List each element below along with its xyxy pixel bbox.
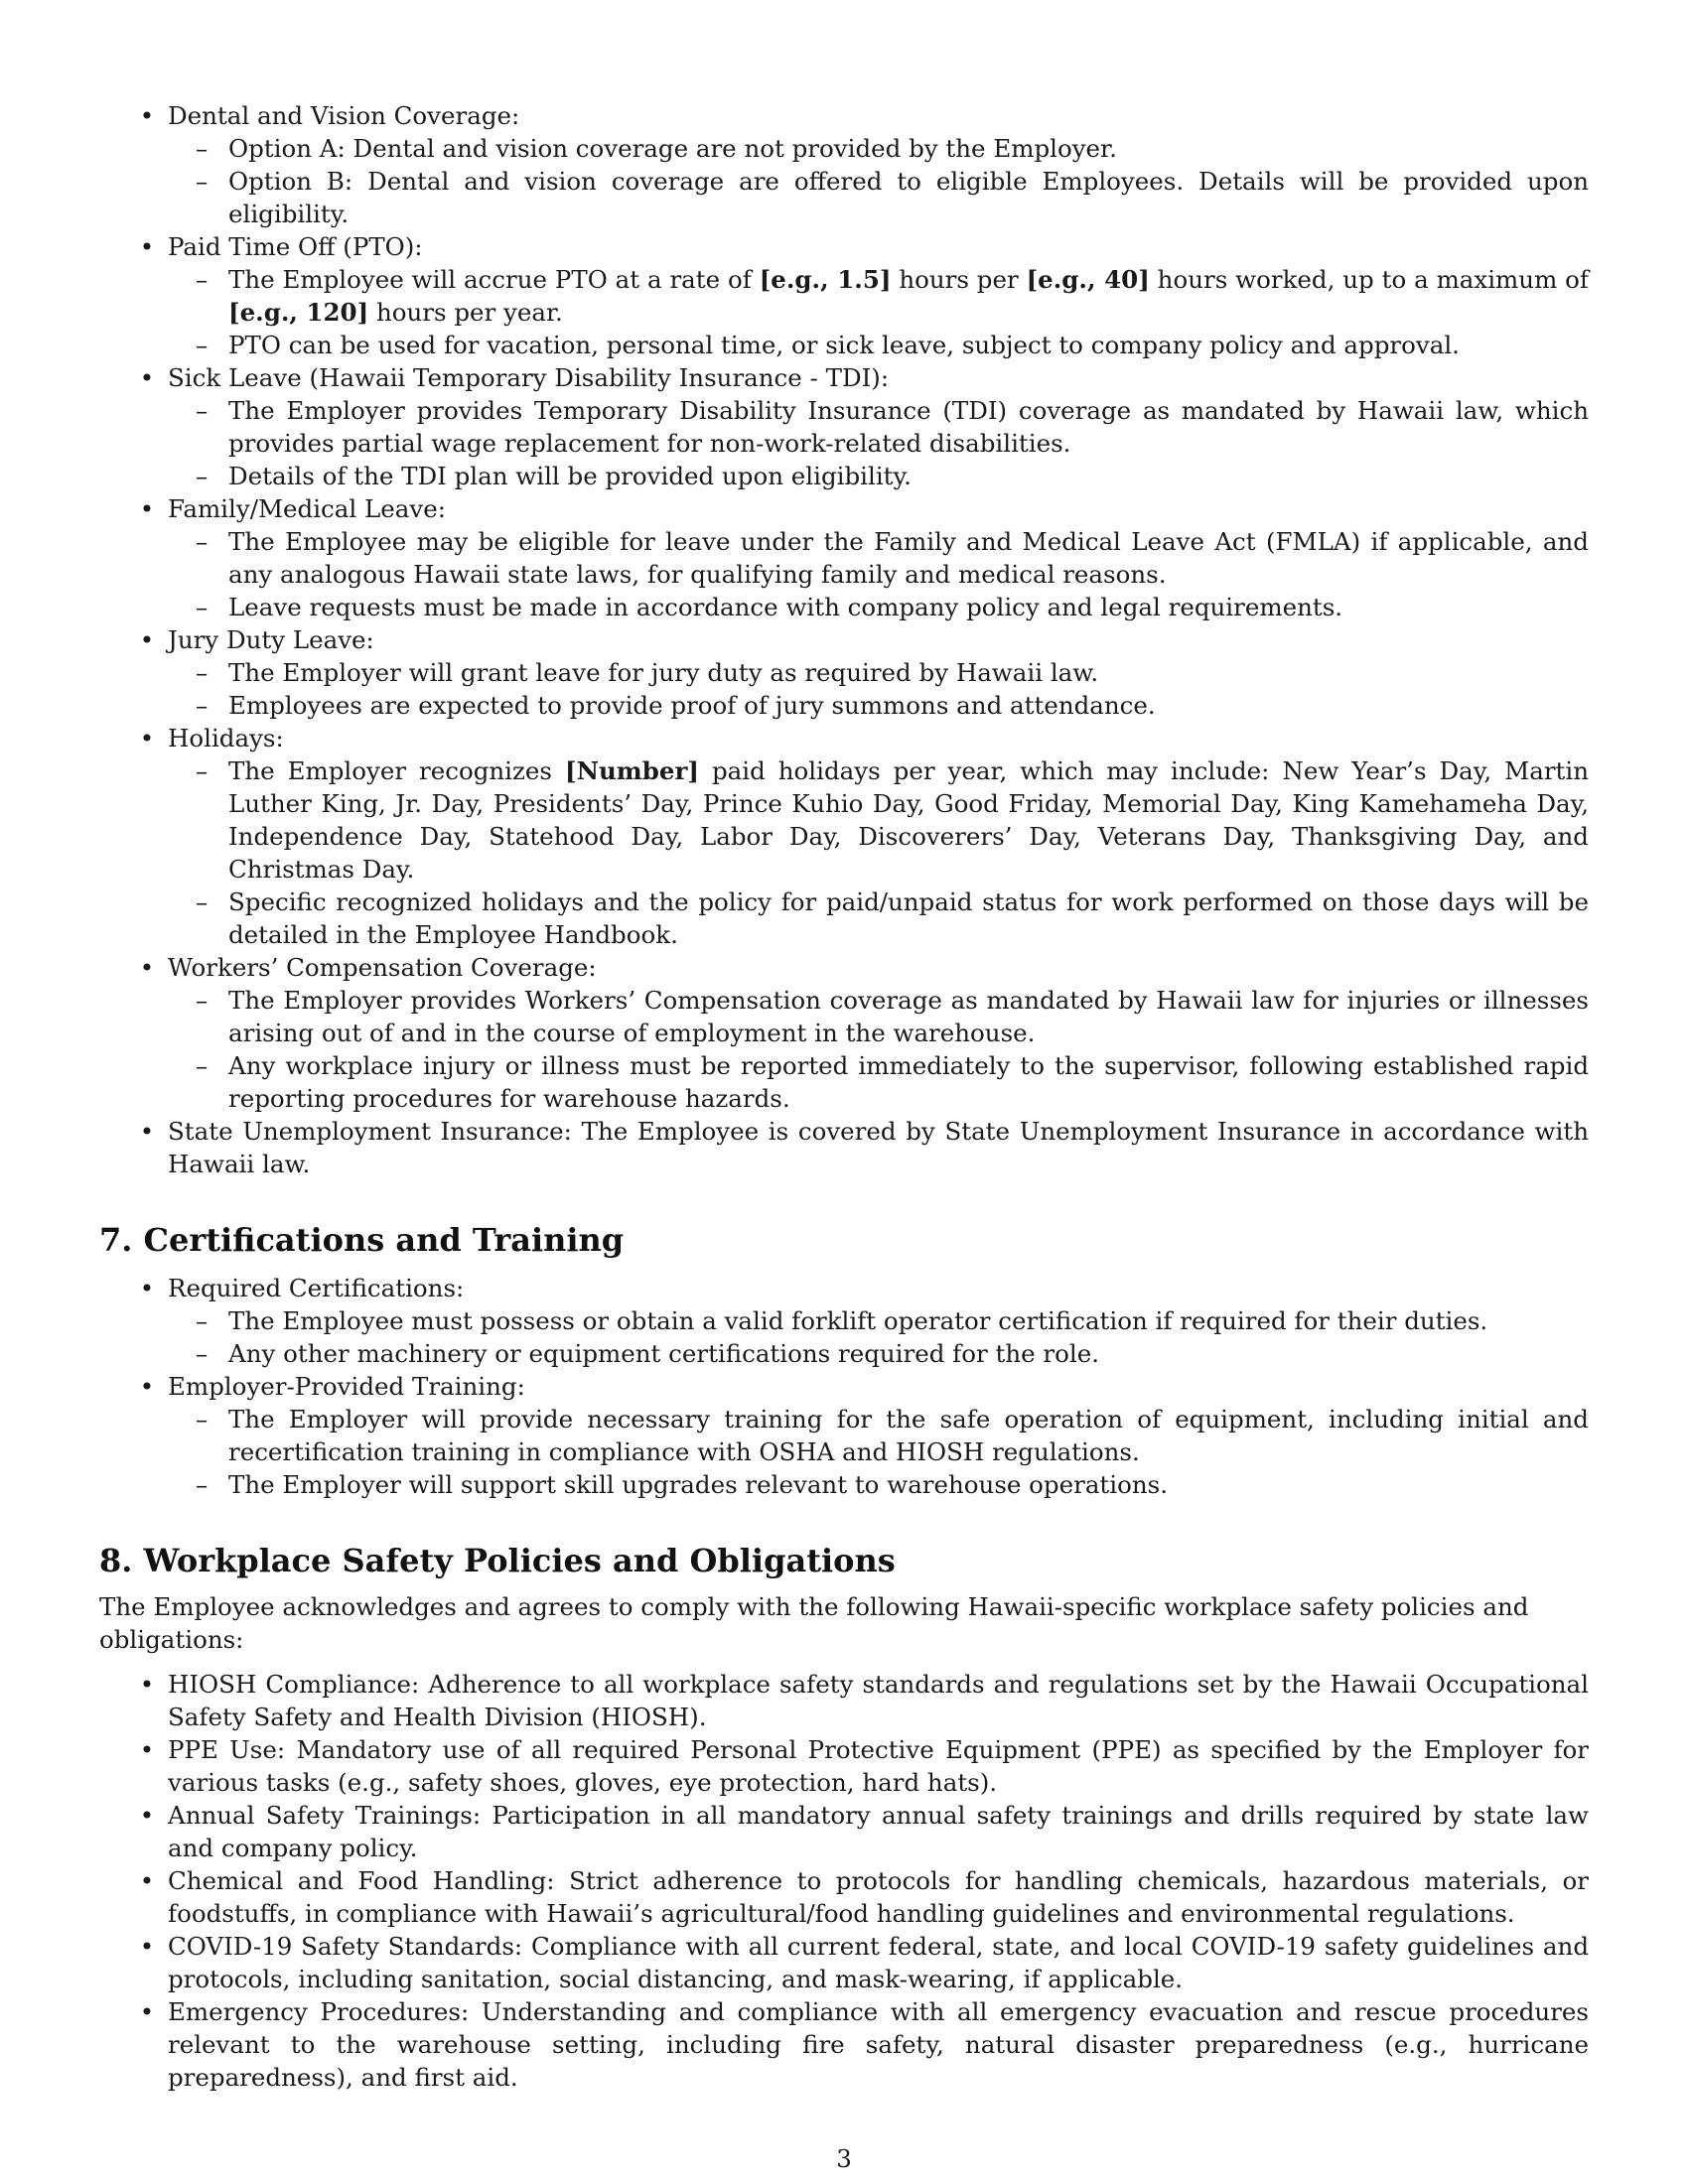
benefit-jury-duty: • Jury Duty Leave: – The Employer will grant leave for jury duty as required by Hawaii law. – Employees are expected to provide proof of jury summons and attendance.	[99, 623, 1589, 722]
certifications-list	[99, 1272, 1589, 1501]
list-item: – The Employer provides Workers’ Compensation coverage as mandated by Hawaii law for injuries or illnesses arising out of and in the course of employment in the warehouse.	[196, 986, 1589, 1047]
list-item: • Annual Safety Trainings: Participation in all mandatory annual safety trainings and drills required by state law and company policy.	[99, 1799, 1589, 1864]
list-item: • Emergency Procedures: Understanding and compliance with all emergency evacuation and rescue procedures relevant to the warehouse setting, including fire safety, natural disaster preparedness (e.g., hurricane preparedness), and first aid.	[99, 1995, 1589, 2094]
bullet: •	[139, 1932, 155, 1961]
list-item: • COVID-19 Safety Standards: Compliance with all current federal, state, and local COVID-19 safety guidelines and protocols, including sanitation, social distancing, and mask-wearing, if applicable.	[99, 1930, 1589, 1995]
benefit-family-leave: • Family/Medical Leave: – The Employee may be eligible for leave under the Family and Medical Leave Act (FMLA) if applicable, and any analogous Hawaii state laws, for qualifying family and medical reasons. – Leave requests must be made in accordance with company policy and legal requirements.	[99, 492, 1589, 623]
placeholder-hours: [e.g., 40]	[1026, 265, 1150, 294]
list-item: – Any workplace injury or illness must be reported immediately to the supervisor, following established rapid reporting procedures for warehouse hazards.	[196, 1051, 1589, 1113]
benefit-pto: • Paid Time Off (PTO): – The Employee will accrue PTO at a rate of [e.g., 1.5] hours per [e.g., 40] hours worked, up to a maximum of [e.g., 120] hours per year. – PTO can be used for vacation, personal time, or sick leave, subject to company policy and approval.	[99, 230, 1589, 361]
bullet: •	[139, 724, 155, 752]
benefit-workers-comp: • Workers’ Compensation Coverage: – The Employer provides Workers’ Compensation coverage as mandated by Hawaii law for injuries or illnesses arising out of and in the course of employment in the warehouse. – Any workplace injury or illness must be reported immediately to the supervisor, following established rapid reporting procedures for warehouse hazards.	[99, 951, 1589, 1115]
benefits-list	[99, 99, 1589, 1180]
list-item: – The Employer recognizes [Number] paid holidays per year, which may include: New Year’s Day, Martin Luther King, Jr. Day, Presidents’ Day, Prince Kuhio Day, Good Friday, Memorial Day, King Kamehameha Day, Independence Day, Statehood Day, Labor Day, Discoverers’ Day, Veterans Day, Thanksgiving Day, and Christmas Day.	[196, 756, 1589, 884]
placeholder-number: [Number]	[565, 756, 699, 785]
required-certifications: • Required Certifications: – The Employee must possess or obtain a valid forklift operator certification if required for their duties. – Any other machinery or equipment certifications required for the role.	[99, 1272, 1589, 1370]
benefit-dental: • Dental and Vision Coverage: – Option A: Dental and vision coverage are not provided by the Employer. – Option B: Dental and vision coverage are offered to eligible Employees. Details will be provided upon eligibility.	[99, 99, 1589, 230]
bullet: •	[139, 625, 155, 654]
bullet: •	[139, 363, 155, 392]
list-item: – Specific recognized holidays and the policy for paid/unpaid status for work performed on those days will be detailed in the Employee Handbook.	[196, 887, 1589, 949]
list-item: – The Employer will provide necessary training for the safe operation of equipment, including initial and recertification training in compliance with OSHA and HIOSH regulations.	[196, 1405, 1589, 1466]
employer-provided-training: • Employer-Provided Training: – The Employer will provide necessary training for the safe operation of equipment, including initial and recertification training in compliance with OSHA and HIOSH regulations. – The Employer will support skill upgrades relevant to warehouse operations.	[99, 1370, 1589, 1501]
list-item: • PPE Use: Mandatory use of all required Personal Protective Equipment (PPE) as specified by the Employer for various tasks (e.g., safety shoes, gloves, eye protection, hard hats).	[99, 1733, 1589, 1799]
list-item: • HIOSH Compliance: Adherence to all workplace safety standards and regulations set by the Hawaii Occupational Safety Safety and Health Division (HIOSH).	[99, 1668, 1589, 1733]
list-item: – The Employee must possess or obtain a valid forklift operator certification if required for their duties.	[196, 1306, 1488, 1335]
bullet: •	[139, 1372, 155, 1401]
bullet: •	[139, 232, 155, 261]
bullet: •	[139, 101, 155, 130]
list-item: – Leave requests must be made in accordance with company policy and legal requirements.	[196, 593, 1343, 621]
bullet: •	[139, 1670, 155, 1699]
section-8-intro: The Employee acknowledges and agrees to comply with the following Hawaii-specific workplace safety policies and obligations:	[99, 1592, 1529, 1654]
benefit-unemployment: • State Unemployment Insurance: The Employee is covered by State Unemployment Insurance in accordance with Hawaii law.	[99, 1115, 1589, 1180]
placeholder-max: [e.g., 120]	[228, 298, 369, 327]
list-item: – Option A: Dental and vision coverage are not provided by the Employer.	[196, 134, 1117, 163]
list-item: – The Employee will accrue PTO at a rate of [e.g., 1.5] hours per [e.g., 40] hours worked, up to a maximum of [e.g., 120] hours per year.	[196, 265, 1589, 327]
bullet: •	[139, 1274, 155, 1302]
list-item: – The Employee may be eligible for leave under the Family and Medical Leave Act (FMLA) if applicable, and any analogous Hawaii state laws, for qualifying family and medical reasons.	[196, 527, 1589, 589]
bullet: •	[139, 494, 155, 523]
section-7-heading: 7. Certifications and Training	[99, 1221, 625, 1259]
bullet: •	[139, 1801, 155, 1830]
safety-policies-list	[99, 1668, 1589, 2094]
list-item: – Details of the TDI plan will be provided upon eligibility.	[196, 462, 912, 490]
bullet: •	[139, 953, 155, 982]
list-item: – PTO can be used for vacation, personal time, or sick leave, subject to company policy and approval.	[196, 331, 1460, 359]
benefit-sick-leave: • Sick Leave (Hawaii Temporary Disability Insurance - TDI): – The Employer provides Temporary Disability Insurance (TDI) coverage as mandated by Hawaii law, which provides partial wage replacement for non-work-related disabilities. – Details of the TDI plan will be provided upon eligibility.	[99, 361, 1589, 492]
list-item: – The Employer will grant leave for jury duty as required by Hawaii law.	[196, 658, 1099, 687]
list-item: – Any other machinery or equipment certifications required for the role.	[196, 1339, 1099, 1368]
list-item: • Chemical and Food Handling: Strict adherence to protocols for handling chemicals, hazardous materials, or foodstuffs, in compliance with Hawaii’s agricultural/food handling guidelines and environmental regulations.	[99, 1864, 1589, 1930]
bullet: •	[139, 1117, 155, 1146]
bullet: •	[139, 1997, 155, 2026]
benefit-holidays: • Holidays: – The Employer recognizes [Number] paid holidays per year, which may include: New Year’s Day, Martin Luther King, Jr. Day, Presidents’ Day, Prince Kuhio Day, Good Friday, Memorial Day, King Kamehameha Day, Independence Day, Statehood Day, Labor Day, Discoverers’ Day, Veterans Day, Thanksgiving Day, and Christmas Day. – Specific recognized holidays and the policy for paid/unpaid status for work performed on those days will be detailed in the Employee Handbook.	[99, 722, 1589, 951]
bullet: •	[139, 1866, 155, 1895]
list-item: – Option B: Dental and vision coverage are offered to eligible Employees. Details will be provided upon eligibility.	[196, 167, 1589, 228]
list-item: – The Employer will support skill upgrades relevant to warehouse operations.	[196, 1470, 1169, 1499]
bullet: •	[139, 1735, 155, 1764]
list-item: – The Employer provides Temporary Disability Insurance (TDI) coverage as mandated by Hawaii law, which provides partial wage replacement for non-work-related disabilities.	[196, 396, 1589, 458]
list-item: – Employees are expected to provide proof of jury summons and attendance.	[196, 691, 1156, 720]
document-page	[99, 99, 1589, 2094]
section-8-heading: 8. Workplace Safety Policies and Obligations	[99, 1542, 896, 1579]
page-number: 3	[836, 2144, 852, 2173]
placeholder-rate: [e.g., 1.5]	[759, 265, 892, 294]
